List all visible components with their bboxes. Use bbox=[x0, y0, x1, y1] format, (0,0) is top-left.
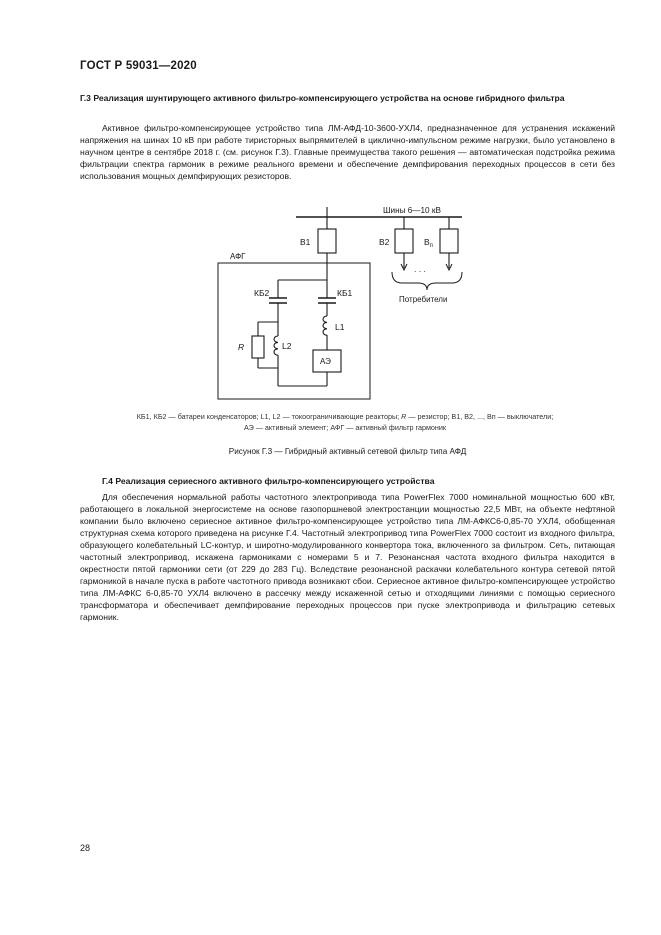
consumers-brace bbox=[392, 272, 462, 290]
ae-label: АЭ bbox=[320, 357, 331, 366]
section-g4-paragraph: Для обеспечения нормальной работы частотного электропривода типа PowerFlex 7000 номинальной мощностью 600 кВт, работающего в локальной энергосистеме на основе газопоршневой электростанции мощностью 22,5 МВт, на объекте нефтяной компании было включено сериесное активное фильтро-компенсирующее устройство типа ЛМ-АФКС6-0,85-70 УХЛ4, обобщенная структурная схема которого приведена на рисунке Г.4. Частотный электропривод типа PowerFlex 7000 состоит из входного фильтра, образующего колебательный LC-контур, и широтно-модулированного конвертора тока, включенного за фильтром. Сеть, питающая частотный электропривод, искажена гармониками с номерами 5 и 7. Резонансная частота входного фильтра находится в окрестности пятой гармоники сети (от 229 до 283 Гц). Вследствие резонансной раскачки колебательного контура сетевой пятой гармоникой в начале пуска в работе частотного привода возникают сбои. Сериесное активное фильтро-компенсирующее устройство типа ЛМ-АФКС 6-0,85-70 УХЛ4 включено в рассечку между искаженной сетью и отходящими линиями с помощью сериесного трансформатора и обеспечивает демпфирование переходных процессов при пуске электропривода и фильтрацию сетевых гармоник. bbox=[80, 492, 615, 622]
afg-label: АФГ bbox=[230, 252, 246, 261]
reactor-l1 bbox=[323, 316, 327, 335]
section-g3-heading: Г.3 Реализация шунтирующего активного фильтро-компенсирующего устройства на основе гибридного фильтра bbox=[80, 93, 565, 103]
page-number: 28 bbox=[80, 843, 91, 853]
switch-bn-box bbox=[440, 229, 458, 253]
section-g3-paragraph: Активное фильтро-компенсирующее устройство типа ЛМ-АФД-10-3600-УХЛ4, предназначенное для устранения искажений напряжения на шинах 10 кВ при работе тиристорных выпрямителей в циклично-импульсном режиме нагрузки, было установлено в научном центре в сентябре 2018 г. (см. рисунок Г.3). Главные преимущества такого решения — автоматическая подстройка режима фильтрации спектра гармоник в режиме реального времени и обеспечение демпфирования переходных процессов в сети без использования мощных демпфирующих резисторов. bbox=[80, 123, 615, 181]
switch-b1-label: В1 bbox=[300, 237, 311, 247]
l2-label: L2 bbox=[282, 341, 292, 351]
figure-legend bbox=[90, 411, 600, 433]
kb2-label: КБ2 bbox=[254, 288, 270, 298]
legend-line-1: КБ1, КБ2 — батареи конденсаторов; L1, L2 — токоограничивающие реакторы; R — резистор; В1, В2, ..., Вп — выключатели; bbox=[136, 412, 554, 421]
section-g4-heading: Г.4 Реализация сериесного активного фильтро-компенсирующего устройства bbox=[102, 476, 435, 486]
reactor-l2 bbox=[274, 336, 278, 355]
figure-caption: Рисунок Г.3 — Гибридный активный сетевой фильтр типа АФД bbox=[228, 447, 467, 456]
switch-b1-box bbox=[318, 229, 336, 253]
bus-label: Шины 6—10 кВ bbox=[383, 206, 441, 215]
switch-b2-label: В2 bbox=[379, 237, 390, 247]
l1-label: L1 bbox=[335, 322, 345, 332]
consumers-label: Потребители bbox=[399, 295, 448, 304]
switch-b2-box bbox=[395, 229, 413, 253]
switch-bn-label: $В_п$ bbox=[424, 237, 433, 249]
kb1-label: КБ1 bbox=[337, 288, 353, 298]
afg-boundary bbox=[218, 263, 370, 399]
ellipsis: . . . bbox=[414, 264, 426, 274]
resistor-r bbox=[252, 336, 264, 358]
hybrid-filter-diagram bbox=[0, 195, 661, 405]
standard-designation: ГОСТ Р 59031—2020 bbox=[80, 60, 197, 72]
legend-line-2: АЭ — активный элемент; АФГ — активный фильтр гармоник bbox=[243, 423, 447, 432]
r-label: R bbox=[238, 342, 245, 352]
